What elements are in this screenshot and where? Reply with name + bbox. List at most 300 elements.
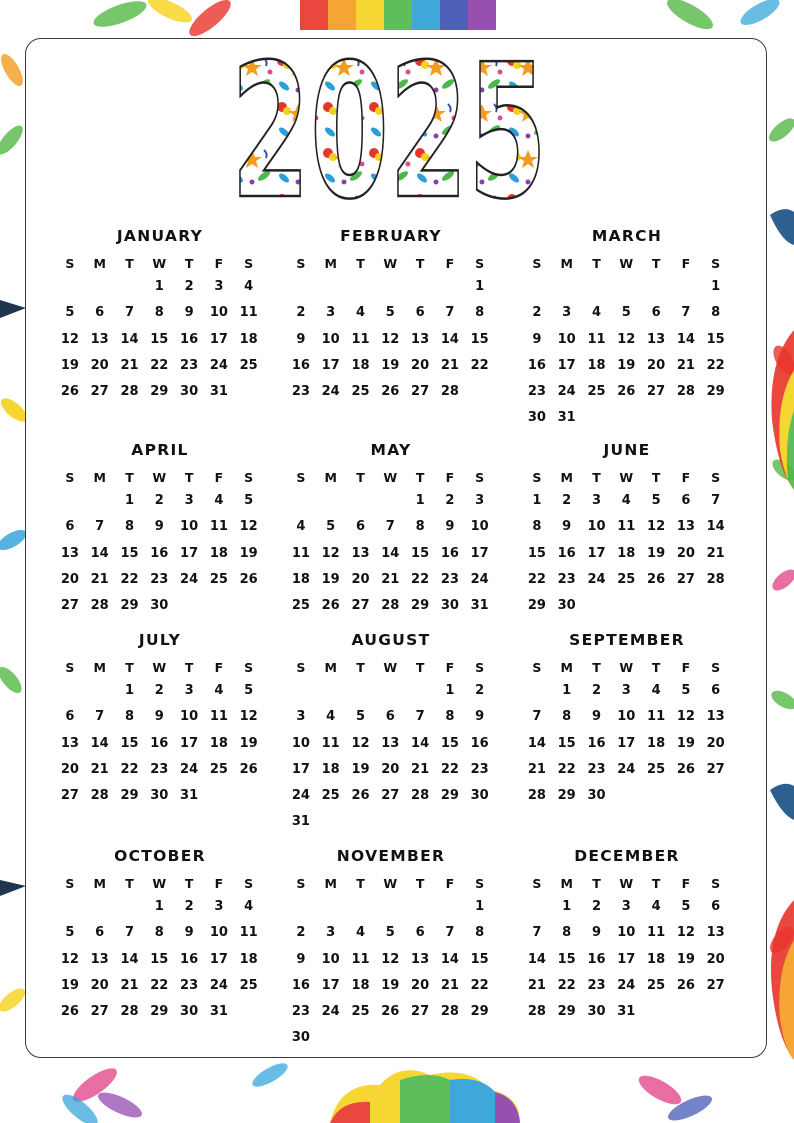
day-cell: 5 — [385, 305, 395, 321]
day-cell: 18 — [239, 951, 258, 967]
weekday-header: W — [152, 660, 167, 675]
day-cell: 3 — [621, 683, 631, 698]
day-cell: 27 — [90, 1004, 109, 1020]
weekday-header: S — [475, 876, 485, 891]
day-cell: 24 — [617, 761, 636, 777]
empty-day-cell — [435, 274, 465, 300]
day-cell: 7 — [124, 305, 135, 321]
empty-day-cell — [85, 894, 115, 920]
day-cell: 14 — [120, 331, 139, 347]
day-cell: 14 — [381, 545, 400, 561]
weekday-header: M — [560, 256, 573, 271]
day-cell: 11 — [351, 331, 370, 347]
weekday-header: M — [324, 876, 337, 891]
day-cell: 4 — [244, 899, 254, 914]
weekday-header: W — [619, 470, 634, 485]
day-cell: 11 — [647, 925, 666, 941]
weekday-header: T — [356, 660, 365, 675]
day-cell: 9 — [184, 305, 194, 321]
day-cell: 16 — [180, 331, 199, 347]
day-cell: 6 — [711, 899, 721, 914]
day-cell: 10 — [617, 709, 636, 725]
day-cell: 7 — [532, 925, 542, 941]
day-cell: 15 — [527, 545, 546, 561]
day-cell: 7 — [95, 519, 105, 535]
day-cell: 13 — [90, 331, 109, 347]
day-cell: 26 — [381, 1004, 400, 1020]
day-cell: 28 — [440, 1004, 459, 1020]
day-cell: 11 — [239, 305, 258, 321]
day-cell: 9 — [296, 331, 306, 347]
day-cell: 12 — [647, 519, 666, 535]
day-cell: 5 — [681, 899, 691, 914]
weekday-header: S — [65, 256, 75, 271]
day-cell: 8 — [445, 709, 455, 725]
day-cell: 24 — [557, 384, 576, 400]
day-cell: 6 — [385, 709, 395, 725]
day-cell: 16 — [587, 735, 606, 751]
day-cell: 9 — [296, 951, 306, 967]
weekday-header: T — [356, 876, 365, 891]
day-cell: 30 — [180, 384, 199, 400]
empty-day-cell — [522, 678, 552, 704]
day-cell: 1 — [532, 493, 542, 508]
day-grid — [286, 468, 496, 619]
day-cell: 13 — [411, 951, 430, 967]
day-cell: 23 — [587, 977, 606, 993]
empty-day-cell — [405, 274, 435, 300]
day-cell: 14 — [120, 951, 139, 967]
day-cell: 30 — [180, 1004, 199, 1020]
day-cell: 26 — [381, 384, 400, 400]
day-cell: 12 — [321, 545, 340, 561]
day-cell: 23 — [527, 384, 546, 400]
day-cell: 27 — [90, 384, 109, 400]
day-cell: 12 — [617, 331, 636, 347]
day-cell: 22 — [411, 571, 430, 587]
day-cell: 26 — [321, 598, 340, 614]
weekday-header: S — [532, 876, 542, 891]
day-cell: 3 — [326, 305, 336, 321]
day-cell: 25 — [647, 977, 666, 993]
day-cell: 19 — [676, 735, 695, 751]
empty-day-cell — [611, 274, 641, 300]
day-cell: 5 — [244, 493, 254, 508]
weekday-header: W — [383, 660, 398, 675]
day-cell: 20 — [706, 951, 725, 967]
day-cell: 31 — [470, 598, 489, 614]
weekday-header: S — [532, 660, 542, 675]
day-cell: 10 — [470, 519, 489, 535]
day-cell: 14 — [527, 735, 546, 751]
day-cell: 19 — [351, 761, 370, 777]
day-cell: 24 — [617, 977, 636, 993]
empty-day-cell — [85, 678, 115, 704]
day-cell: 19 — [321, 571, 340, 587]
day-cell: 13 — [676, 519, 695, 535]
day-cell: 22 — [470, 977, 489, 993]
day-cell: 8 — [124, 709, 135, 725]
day-cell: 26 — [239, 761, 258, 777]
weekday-header: T — [651, 470, 661, 485]
day-grid — [286, 254, 496, 405]
day-cell: 26 — [617, 384, 636, 400]
day-cell: 10 — [180, 519, 199, 535]
day-cell: 26 — [676, 761, 695, 777]
day-cell: 22 — [120, 761, 139, 777]
empty-day-cell — [582, 274, 612, 300]
day-cell: 6 — [651, 305, 661, 321]
day-cell: 16 — [291, 357, 310, 373]
weekday-header: T — [592, 470, 601, 485]
day-cell: 7 — [681, 305, 691, 321]
empty-day-cell — [55, 894, 85, 920]
day-cell: 26 — [647, 571, 666, 587]
weekday-header: F — [445, 660, 455, 675]
month-name: DECEMBER — [574, 847, 680, 865]
day-cell: 21 — [676, 357, 695, 373]
day-cell: 12 — [60, 331, 79, 347]
weekday-header: T — [184, 256, 194, 271]
empty-day-cell — [346, 678, 376, 704]
weekday-header: S — [532, 470, 542, 485]
day-grid — [522, 254, 732, 432]
day-cell: 10 — [321, 951, 340, 967]
day-cell: 20 — [90, 977, 109, 993]
day-cell: 6 — [65, 709, 75, 725]
day-cell: 26 — [351, 788, 370, 804]
empty-day-cell — [346, 274, 376, 300]
day-cell: 21 — [90, 761, 109, 777]
day-cell: 16 — [440, 545, 459, 561]
day-cell: 23 — [291, 1004, 310, 1020]
day-cell: 15 — [150, 331, 169, 347]
day-cell: 5 — [326, 519, 336, 535]
day-cell: 22 — [150, 357, 169, 373]
empty-day-cell — [115, 274, 145, 300]
day-cell: 11 — [321, 735, 340, 751]
month-august — [286, 630, 496, 836]
empty-day-cell — [316, 894, 346, 920]
day-grid — [522, 874, 732, 1025]
day-cell: 21 — [90, 571, 109, 587]
day-cell: 29 — [557, 1004, 576, 1020]
day-cell: 8 — [475, 925, 485, 941]
day-cell: 5 — [651, 493, 661, 508]
weekday-header: M — [560, 470, 573, 485]
day-cell: 29 — [120, 598, 139, 614]
weekday-header: T — [592, 256, 601, 271]
day-cell: 11 — [617, 519, 636, 535]
day-cell: 30 — [587, 1004, 606, 1020]
day-cell: 2 — [154, 683, 164, 698]
weekday-header: T — [356, 256, 365, 271]
day-cell: 28 — [527, 788, 546, 804]
day-cell: 28 — [527, 1004, 546, 1020]
day-cell: 8 — [532, 519, 542, 535]
empty-day-cell — [286, 894, 316, 920]
day-cell: 7 — [532, 709, 542, 725]
day-cell: 22 — [470, 357, 489, 373]
day-cell: 13 — [60, 735, 79, 751]
weekday-header: T — [125, 256, 134, 271]
month-april — [55, 440, 265, 619]
day-cell: 26 — [239, 571, 258, 587]
day-cell: 4 — [355, 925, 366, 941]
weekday-header: S — [711, 876, 721, 891]
day-cell: 16 — [150, 545, 169, 561]
day-cell: 20 — [381, 761, 400, 777]
weekday-header: S — [296, 470, 306, 485]
weekday-header: F — [681, 876, 691, 891]
empty-day-cell — [435, 894, 465, 920]
day-cell: 28 — [381, 598, 400, 614]
day-cell: 5 — [621, 305, 631, 321]
day-cell: 11 — [647, 709, 666, 725]
weekday-header: S — [711, 660, 721, 675]
day-cell: 14 — [411, 735, 430, 751]
day-cell: 4 — [244, 279, 254, 294]
day-cell: 25 — [291, 598, 310, 614]
weekday-header: F — [681, 256, 691, 271]
day-cell: 4 — [326, 709, 336, 725]
day-cell: 6 — [95, 925, 105, 941]
day-cell: 29 — [411, 598, 430, 614]
day-cell: 12 — [239, 519, 258, 535]
day-cell: 3 — [326, 925, 336, 941]
day-cell: 23 — [587, 761, 606, 777]
day-cell: 31 — [209, 1004, 228, 1020]
empty-day-cell — [115, 894, 145, 920]
day-cell: 31 — [557, 410, 576, 426]
day-cell: 23 — [180, 357, 199, 373]
day-cell: 18 — [209, 545, 228, 561]
day-cell: 6 — [711, 683, 721, 698]
day-cell: 5 — [681, 683, 691, 698]
day-cell: 9 — [184, 925, 194, 941]
month-march — [522, 226, 732, 432]
month-name: OCTOBER — [114, 847, 206, 865]
month-name: APRIL — [131, 441, 189, 459]
day-cell: 2 — [296, 305, 306, 321]
day-cell: 12 — [381, 331, 400, 347]
empty-day-cell — [522, 274, 552, 300]
empty-day-cell — [85, 488, 115, 514]
day-cell: 8 — [562, 709, 572, 725]
day-cell: 15 — [120, 545, 139, 561]
day-cell: 17 — [617, 951, 636, 967]
day-cell: 1 — [562, 899, 572, 914]
weekday-header: W — [152, 256, 167, 271]
weekday-header: W — [383, 470, 398, 485]
empty-day-cell — [55, 274, 85, 300]
day-grid — [286, 874, 496, 1052]
day-cell: 6 — [355, 519, 366, 535]
day-cell: 24 — [470, 571, 489, 587]
empty-day-cell — [552, 274, 582, 300]
day-cell: 18 — [321, 761, 340, 777]
month-february — [286, 226, 496, 405]
month-july — [55, 630, 265, 809]
month-name: FEBRUARY — [340, 227, 442, 245]
day-cell: 21 — [706, 545, 725, 561]
day-cell: 5 — [244, 683, 254, 698]
weekday-header: M — [324, 470, 337, 485]
empty-day-cell — [286, 488, 316, 514]
weekday-header: S — [244, 256, 254, 271]
weekday-header: S — [475, 660, 485, 675]
day-cell: 3 — [184, 493, 194, 508]
empty-day-cell — [286, 274, 316, 300]
day-cell: 1 — [124, 683, 135, 698]
day-cell: 16 — [527, 357, 546, 373]
day-cell: 23 — [180, 977, 199, 993]
day-cell: 17 — [180, 735, 199, 751]
day-cell: 4 — [214, 683, 224, 698]
day-cell: 2 — [184, 899, 194, 914]
day-cell: 8 — [475, 305, 485, 321]
day-cell: 13 — [381, 735, 400, 751]
day-cell: 25 — [351, 1004, 370, 1020]
day-cell: 7 — [445, 925, 455, 941]
day-cell: 9 — [154, 519, 164, 535]
day-cell: 10 — [557, 331, 576, 347]
month-june — [522, 440, 732, 619]
day-cell: 30 — [440, 598, 459, 614]
day-cell: 25 — [239, 357, 258, 373]
day-cell: 29 — [150, 1004, 169, 1020]
day-cell: 3 — [296, 709, 306, 725]
day-cell: 18 — [351, 357, 370, 373]
day-cell: 2 — [445, 493, 455, 508]
weekday-header: F — [681, 470, 691, 485]
day-cell: 24 — [209, 977, 228, 993]
day-cell: 16 — [291, 977, 310, 993]
weekday-header: M — [93, 256, 106, 271]
day-cell: 2 — [591, 899, 602, 914]
day-cell: 15 — [150, 951, 169, 967]
day-cell: 3 — [621, 899, 631, 914]
weekday-header: M — [93, 660, 106, 675]
day-cell: 9 — [591, 925, 602, 941]
day-cell: 27 — [706, 761, 725, 777]
day-cell: 23 — [150, 571, 169, 587]
empty-day-cell — [671, 274, 701, 300]
day-cell: 29 — [557, 788, 576, 804]
day-cell: 19 — [647, 545, 666, 561]
day-cell: 4 — [591, 305, 602, 321]
day-cell: 9 — [562, 519, 572, 535]
day-cell: 5 — [65, 305, 75, 321]
day-cell: 7 — [95, 709, 105, 725]
day-cell: 10 — [587, 519, 606, 535]
weekday-header: W — [152, 470, 167, 485]
day-cell: 1 — [475, 279, 485, 294]
weekday-header: S — [296, 876, 306, 891]
day-cell: 21 — [440, 357, 459, 373]
day-cell: 28 — [120, 1004, 139, 1020]
weekday-header: F — [214, 876, 224, 891]
day-cell: 22 — [440, 761, 459, 777]
day-cell: 5 — [355, 709, 366, 725]
day-cell: 16 — [470, 735, 489, 751]
day-cell: 13 — [411, 331, 430, 347]
day-cell: 23 — [470, 761, 489, 777]
weekday-header: T — [415, 470, 425, 485]
day-cell: 6 — [95, 305, 105, 321]
day-cell: 20 — [676, 545, 695, 561]
day-cell: 25 — [617, 571, 636, 587]
day-cell: 2 — [154, 493, 164, 508]
day-cell: 9 — [445, 519, 455, 535]
day-cell: 4 — [651, 683, 661, 698]
day-cell: 30 — [470, 788, 489, 804]
weekday-header: T — [415, 876, 425, 891]
weekday-header: S — [244, 470, 254, 485]
day-cell: 13 — [351, 545, 370, 561]
day-cell: 23 — [291, 384, 310, 400]
day-cell: 28 — [411, 788, 430, 804]
day-cell: 23 — [440, 571, 459, 587]
weekday-header: S — [475, 256, 485, 271]
weekday-header: W — [383, 256, 398, 271]
weekday-header: T — [125, 876, 134, 891]
year-title — [228, 52, 550, 204]
weekday-header: T — [651, 256, 661, 271]
day-cell: 14 — [527, 951, 546, 967]
day-cell: 16 — [180, 951, 199, 967]
day-cell: 12 — [676, 925, 695, 941]
empty-day-cell — [375, 678, 405, 704]
day-cell: 24 — [321, 384, 340, 400]
empty-day-cell — [316, 678, 346, 704]
day-cell: 21 — [411, 761, 430, 777]
day-cell: 3 — [475, 493, 485, 508]
day-cell: 4 — [621, 493, 631, 508]
weekday-header: T — [651, 660, 661, 675]
day-cell: 31 — [180, 788, 199, 804]
day-cell: 29 — [470, 1004, 489, 1020]
day-cell: 19 — [60, 977, 79, 993]
day-cell: 12 — [381, 951, 400, 967]
day-cell: 15 — [411, 545, 430, 561]
month-name: JANUARY — [116, 227, 204, 245]
day-grid — [55, 254, 265, 405]
empty-day-cell — [405, 678, 435, 704]
day-cell: 18 — [291, 571, 310, 587]
weekday-header: F — [214, 660, 224, 675]
day-cell: 21 — [381, 571, 400, 587]
month-name: AUGUST — [351, 631, 431, 649]
day-cell: 1 — [711, 279, 721, 294]
day-cell: 11 — [291, 545, 310, 561]
day-cell: 19 — [381, 357, 400, 373]
month-name: NOVEMBER — [336, 847, 446, 865]
day-cell: 25 — [647, 761, 666, 777]
weekday-header: F — [681, 660, 691, 675]
day-cell: 22 — [557, 977, 576, 993]
day-cell: 11 — [209, 709, 228, 725]
day-cell: 29 — [706, 384, 725, 400]
month-name: JULY — [138, 631, 182, 649]
day-cell: 17 — [209, 951, 228, 967]
weekday-header: M — [93, 470, 106, 485]
day-cell: 19 — [676, 951, 695, 967]
day-cell: 30 — [150, 788, 169, 804]
day-cell: 24 — [180, 571, 199, 587]
day-cell: 1 — [562, 683, 572, 698]
month-january — [55, 226, 265, 405]
